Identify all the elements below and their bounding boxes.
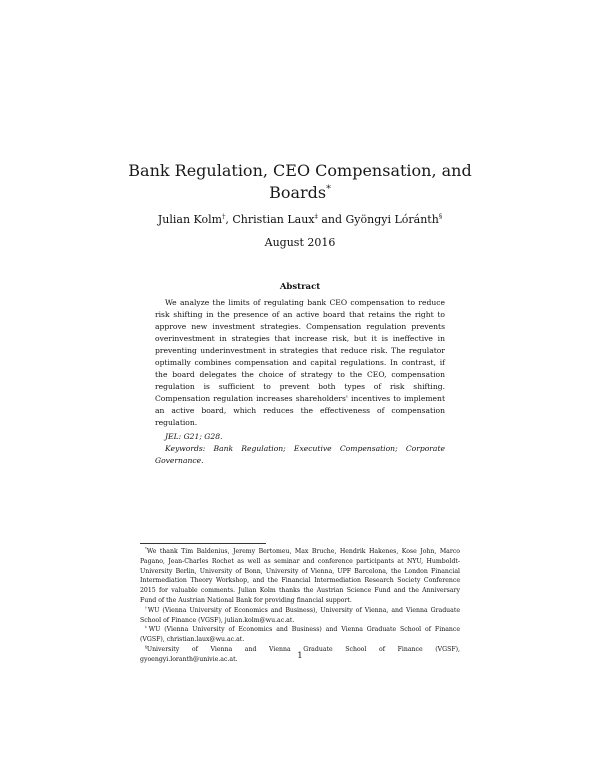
jel-codes: JEL: G21; G28. xyxy=(165,431,223,441)
author-footnote-mark: § xyxy=(438,212,443,221)
footnote xyxy=(140,625,460,645)
footnote-mark: ‡ xyxy=(145,625,149,630)
abstract-text: We analyze the limits of regulating bank CEO compensation to reduce risk shifting in the presence of an active board that retains the right to approve new investment strategies. Compensation regulation prevents overinvestment in strategies that increase risk, but it is ineffective in preventing underinvestment in strategies that reduce risk. The regulator optimally combines compensation and capital regulations. In contrast, if the board delegates the choice of strategy to the CEO, compensation regulation is sufficient to prevent both types of risk shifting. Compensation regulation increases shareholders' incentives to implement an active board, which reduces the effectiveness of compensation regulation. xyxy=(155,298,445,428)
footnotes xyxy=(140,547,460,665)
abstract-heading: Abstract xyxy=(279,282,321,292)
publication-date: August 2016 xyxy=(264,236,336,249)
page-number: 1 xyxy=(297,651,303,661)
footnote xyxy=(140,606,460,626)
keywords: Keywords: Bank Regulation; Executive Compensation; Corporate Governance. xyxy=(155,443,445,465)
author-name: Christian Laux xyxy=(232,213,315,226)
paper-title-text: Bank Regulation, CEO Compensation, and Boards xyxy=(128,161,472,202)
footnote-mark: † xyxy=(145,605,148,610)
author-name: Julian Kolm xyxy=(157,213,223,226)
author-list: Julian Kolm†, Christian Laux‡ and Gyöngyi Lóránth§ xyxy=(157,212,443,226)
abstract-body xyxy=(155,297,445,467)
footnote-mark: § xyxy=(145,644,147,649)
author-conjunction: and xyxy=(321,213,342,226)
footnote-text: WU (Vienna University of Economics and Business) and Vienna Graduate School of Finance (VGSF), christian.laux@wu.ac.at. xyxy=(140,626,460,644)
author-footnote-mark: † xyxy=(222,212,226,221)
footnote-mark: * xyxy=(145,546,147,551)
footnote-text: We thank Tim Baldenius, Jeremy Bertomeu, Max Bruche, Hendrik Hakenes, Kose John, Marco Pagano, Jean-Charles Rochet as well as seminar and conference participants at NYU, Humboldt-University Berlin, University of Bonn, University of Vienna, UPF Barcelona, the London Financial Intermediation Theory Workshop, and the Financial Intermediation Research Society Conference 2015 for valuable comments. Julian Kolm thanks the Austrian Science Fund and the Anniversary Fund of the Austrian National Bank for providing financial support. xyxy=(140,548,460,604)
footnote-text: University of Vienna and Vienna Graduate School of Finance (VGSF), gyoengyi.loranth@univie.ac.at. xyxy=(140,645,460,663)
author-name: Gyöngyi Lóránth xyxy=(345,213,439,226)
paper-title xyxy=(100,160,500,204)
footnote-rule xyxy=(140,543,266,544)
footnote-text: WU (Vienna University of Economics and Business), University of Vienna, and Vienna Graduate School of Finance (VGSF), julian.kolm@wu.ac.at. xyxy=(140,606,460,624)
footnote xyxy=(140,547,460,606)
author-footnote-mark: ‡ xyxy=(314,212,318,221)
title-footnote-mark: * xyxy=(326,183,331,195)
